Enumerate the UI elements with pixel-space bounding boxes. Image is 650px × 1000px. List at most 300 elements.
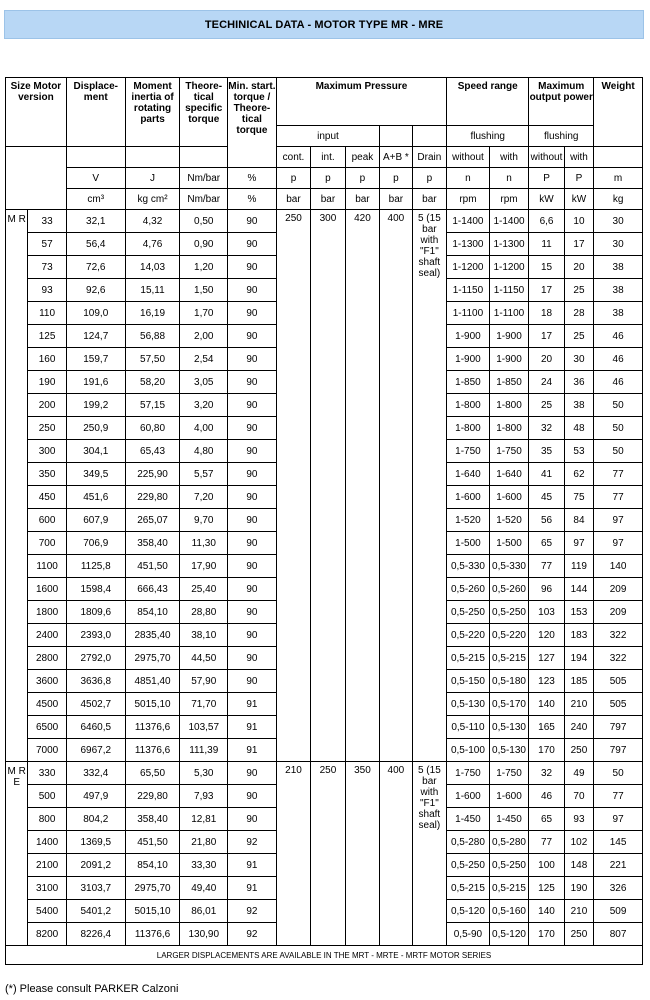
value-cell: 170	[529, 923, 564, 946]
value-cell: 1-1150	[489, 279, 529, 302]
value-cell: 0,5-150	[447, 670, 490, 693]
value-cell: 1-600	[447, 486, 490, 509]
value-cell: 1,50	[180, 279, 228, 302]
value-cell: 0,5-110	[447, 716, 490, 739]
value-cell: 1-900	[447, 325, 490, 348]
pressure-ab: 400	[380, 210, 412, 762]
size-cell: 8200	[28, 923, 67, 946]
size-cell: 330	[28, 762, 67, 785]
value-cell: 0,90	[180, 233, 228, 256]
value-cell: 170	[529, 739, 564, 762]
value-cell: 45	[529, 486, 564, 509]
value-cell: 90	[228, 555, 277, 578]
value-cell: 1-850	[489, 371, 529, 394]
value-cell: 53	[564, 440, 593, 463]
unit-cell: rpm	[489, 189, 529, 210]
value-cell: 1-800	[489, 394, 529, 417]
value-cell: 90	[228, 394, 277, 417]
size-cell: 73	[28, 256, 67, 279]
value-cell: 854,10	[125, 854, 180, 877]
unit-cell: %	[228, 189, 277, 210]
value-cell: 56,88	[125, 325, 180, 348]
value-cell: 91	[228, 716, 277, 739]
size-cell: 350	[28, 463, 67, 486]
header-moment: Moment inertia of rotating parts	[125, 78, 180, 147]
size-cell: 33	[28, 210, 67, 233]
value-cell: 97	[564, 532, 593, 555]
value-cell: 30	[594, 210, 643, 233]
size-cell: 2100	[28, 854, 67, 877]
value-cell: 38	[564, 394, 593, 417]
value-cell: 90	[228, 371, 277, 394]
page-title: TECHINICAL DATA - MOTOR TYPE MR - MRE	[4, 10, 644, 39]
value-cell: 1-800	[447, 417, 490, 440]
value-cell: 44,50	[180, 647, 228, 670]
value-cell: 90	[228, 233, 277, 256]
value-cell: 90	[228, 486, 277, 509]
value-cell: 123	[529, 670, 564, 693]
value-cell: 5015,10	[125, 693, 180, 716]
value-cell: 0,5-100	[447, 739, 490, 762]
header-torque: Theore-tical specific torque	[180, 78, 228, 147]
value-cell: 5,30	[180, 762, 228, 785]
value-cell: 159,7	[66, 348, 125, 371]
value-cell: 326	[594, 877, 643, 900]
value-cell: 92	[228, 900, 277, 923]
value-cell: 3,05	[180, 371, 228, 394]
symbol-cell: p	[345, 168, 379, 189]
header-min-start: Min. start. torque / Theore-tical torque	[228, 78, 277, 168]
size-cell: 800	[28, 808, 67, 831]
header-with: with	[489, 147, 529, 168]
size-cell: 500	[28, 785, 67, 808]
value-cell: 77	[529, 831, 564, 854]
value-cell: 0,5-260	[489, 578, 529, 601]
value-cell: 125	[529, 877, 564, 900]
value-cell: 38	[594, 279, 643, 302]
value-cell: 20	[529, 348, 564, 371]
value-cell: 97	[594, 532, 643, 555]
pressure-int: 300	[311, 210, 345, 762]
value-cell: 70	[564, 785, 593, 808]
size-cell: 57	[28, 233, 67, 256]
value-cell: 32	[529, 417, 564, 440]
value-cell: 46	[529, 785, 564, 808]
footer-note: LARGER DISPLACEMENTS ARE AVAILABLE IN THE MRT - MRTE - MRTF MOTOR SERIES	[6, 946, 643, 965]
value-cell: 2091,2	[66, 854, 125, 877]
value-cell: 6460,5	[66, 716, 125, 739]
size-cell: 4500	[28, 693, 67, 716]
value-cell: 20	[564, 256, 593, 279]
value-cell: 199,2	[66, 394, 125, 417]
value-cell: 4,32	[125, 210, 180, 233]
symbol-cell: P	[529, 168, 564, 189]
value-cell: 607,9	[66, 509, 125, 532]
value-cell: 666,43	[125, 578, 180, 601]
size-cell: 93	[28, 279, 67, 302]
value-cell: 509	[594, 900, 643, 923]
value-cell: 240	[564, 716, 593, 739]
value-cell: 90	[228, 279, 277, 302]
technical-data-table	[5, 77, 643, 965]
table-row	[6, 210, 643, 233]
value-cell: 229,80	[125, 785, 180, 808]
value-cell: 0,5-280	[489, 831, 529, 854]
value-cell: 140	[529, 693, 564, 716]
value-cell: 57,15	[125, 394, 180, 417]
value-cell: 1-500	[489, 532, 529, 555]
value-cell: 3103,7	[66, 877, 125, 900]
value-cell: 804,2	[66, 808, 125, 831]
pressure-peak: 420	[345, 210, 379, 762]
value-cell: 1,70	[180, 302, 228, 325]
value-cell: 1-1200	[489, 256, 529, 279]
size-cell: 110	[28, 302, 67, 325]
value-cell: 304,1	[66, 440, 125, 463]
unit-cell: bar	[276, 189, 310, 210]
value-cell: 191,6	[66, 371, 125, 394]
value-cell: 33,30	[180, 854, 228, 877]
header-with-power: with	[564, 147, 593, 168]
pressure-cont: 250	[276, 210, 310, 762]
header-displacement: Displace-ment	[66, 78, 125, 147]
value-cell: 50	[594, 762, 643, 785]
value-cell: 17	[564, 233, 593, 256]
value-cell: 28	[564, 302, 593, 325]
value-cell: 1-500	[447, 532, 490, 555]
value-cell: 30	[564, 348, 593, 371]
pressure-ab: 400	[380, 762, 412, 946]
value-cell: 65,50	[125, 762, 180, 785]
value-cell: 90	[228, 348, 277, 371]
value-cell: 18	[529, 302, 564, 325]
value-cell: 90	[228, 440, 277, 463]
value-cell: 322	[594, 647, 643, 670]
value-cell: 2,00	[180, 325, 228, 348]
value-cell: 210	[564, 693, 593, 716]
value-cell: 48	[564, 417, 593, 440]
header-max-power: Maximum output power	[529, 78, 594, 126]
value-cell: 3,20	[180, 394, 228, 417]
value-cell: 229,80	[125, 486, 180, 509]
value-cell: 144	[564, 578, 593, 601]
value-cell: 65	[529, 532, 564, 555]
value-cell: 50	[594, 394, 643, 417]
unit-cell: kW	[529, 189, 564, 210]
header-speed-range: Speed range	[447, 78, 529, 126]
value-cell: 706,9	[66, 532, 125, 555]
value-cell: 4502,7	[66, 693, 125, 716]
value-cell: 62	[564, 463, 593, 486]
value-cell: 46	[594, 325, 643, 348]
value-cell: 84	[564, 509, 593, 532]
value-cell: 90	[228, 302, 277, 325]
value-cell: 25	[564, 325, 593, 348]
value-cell: 24	[529, 371, 564, 394]
value-cell: 25,40	[180, 578, 228, 601]
value-cell: 90	[228, 785, 277, 808]
value-cell: 56	[529, 509, 564, 532]
value-cell: 140	[594, 555, 643, 578]
header-cont: cont.	[276, 147, 310, 168]
value-cell: 225,90	[125, 463, 180, 486]
value-cell: 5401,2	[66, 900, 125, 923]
value-cell: 451,50	[125, 831, 180, 854]
size-cell: 3100	[28, 877, 67, 900]
value-cell: 103,57	[180, 716, 228, 739]
symbol-cell: m	[594, 168, 643, 189]
value-cell: 102	[564, 831, 593, 854]
header-weight: Weight	[594, 78, 643, 147]
size-cell: 2800	[28, 647, 67, 670]
value-cell: 854,10	[125, 601, 180, 624]
value-cell: 250	[564, 923, 593, 946]
pressure-drain: 5 (15 bar with "F1" shaft seal)	[412, 762, 447, 946]
value-cell: 97	[594, 808, 643, 831]
value-cell: 2,54	[180, 348, 228, 371]
value-cell: 250	[564, 739, 593, 762]
value-cell: 807	[594, 923, 643, 946]
footnote: (*) Please consult PARKER Calzoni	[5, 983, 179, 995]
unit-cell: kg	[594, 189, 643, 210]
value-cell: 1-750	[489, 440, 529, 463]
value-cell: 1-450	[447, 808, 490, 831]
value-cell: 111,39	[180, 739, 228, 762]
value-cell: 1-800	[489, 417, 529, 440]
value-cell: 2393,0	[66, 624, 125, 647]
size-cell: 1400	[28, 831, 67, 854]
value-cell: 36	[564, 371, 593, 394]
symbol-cell: p	[276, 168, 310, 189]
value-cell: 90	[228, 325, 277, 348]
value-cell: 38	[594, 302, 643, 325]
value-cell: 77	[594, 486, 643, 509]
value-cell: 1125,8	[66, 555, 125, 578]
value-cell: 16,19	[125, 302, 180, 325]
value-cell: 119	[564, 555, 593, 578]
value-cell: 0,5-220	[447, 624, 490, 647]
value-cell: 0,5-130	[489, 739, 529, 762]
value-cell: 32	[529, 762, 564, 785]
value-cell: 90	[228, 808, 277, 831]
value-cell: 12,81	[180, 808, 228, 831]
value-cell: 0,5-120	[489, 923, 529, 946]
value-cell: 209	[594, 601, 643, 624]
header-flushing: flushing	[447, 126, 529, 147]
value-cell: 797	[594, 739, 643, 762]
value-cell: 0,5-250	[489, 854, 529, 877]
symbol-cell: V	[66, 168, 125, 189]
value-cell: 75	[564, 486, 593, 509]
value-cell: 17	[529, 325, 564, 348]
value-cell: 11376,6	[125, 739, 180, 762]
value-cell: 2792,0	[66, 647, 125, 670]
value-cell: 25	[564, 279, 593, 302]
value-cell: 1-1100	[489, 302, 529, 325]
value-cell: 11	[529, 233, 564, 256]
value-cell: 103	[529, 601, 564, 624]
value-cell: 91	[228, 877, 277, 900]
value-cell: 0,5-130	[489, 716, 529, 739]
value-cell: 358,40	[125, 532, 180, 555]
value-cell: 0,5-180	[489, 670, 529, 693]
value-cell: 265,07	[125, 509, 180, 532]
value-cell: 1-600	[489, 486, 529, 509]
unit-cell: bar	[311, 189, 345, 210]
unit-cell: bar	[412, 189, 447, 210]
value-cell: 451,50	[125, 555, 180, 578]
pressure-peak: 350	[345, 762, 379, 946]
unit-cell: kg cm²	[125, 189, 180, 210]
value-cell: 92	[228, 923, 277, 946]
value-cell: 0,5-215	[489, 877, 529, 900]
symbol-cell: n	[489, 168, 529, 189]
value-cell: 2975,70	[125, 877, 180, 900]
value-cell: 1-520	[447, 509, 490, 532]
symbol-cell: J	[125, 168, 180, 189]
mr-version-label: M R	[6, 210, 28, 762]
value-cell: 0,5-130	[447, 693, 490, 716]
value-cell: 209	[594, 578, 643, 601]
value-cell: 35	[529, 440, 564, 463]
symbol-cell: P	[564, 168, 593, 189]
value-cell: 100	[529, 854, 564, 877]
value-cell: 1-600	[489, 785, 529, 808]
value-cell: 32,1	[66, 210, 125, 233]
value-cell: 0,5-215	[447, 877, 490, 900]
value-cell: 0,5-250	[447, 601, 490, 624]
size-cell: 190	[28, 371, 67, 394]
size-cell: 2400	[28, 624, 67, 647]
value-cell: 50	[594, 417, 643, 440]
value-cell: 0,5-330	[447, 555, 490, 578]
size-cell: 160	[28, 348, 67, 371]
value-cell: 11,30	[180, 532, 228, 555]
value-cell: 91	[228, 854, 277, 877]
unit-cell: Nm/bar	[180, 189, 228, 210]
value-cell: 145	[594, 831, 643, 854]
value-cell: 1-1300	[489, 233, 529, 256]
value-cell: 90	[228, 417, 277, 440]
size-cell: 6500	[28, 716, 67, 739]
value-cell: 90	[228, 601, 277, 624]
value-cell: 1-850	[447, 371, 490, 394]
value-cell: 497,9	[66, 785, 125, 808]
value-cell: 0,50	[180, 210, 228, 233]
size-cell: 7000	[28, 739, 67, 762]
value-cell: 1809,6	[66, 601, 125, 624]
value-cell: 5,57	[180, 463, 228, 486]
value-cell: 0,5-330	[489, 555, 529, 578]
value-cell: 140	[529, 900, 564, 923]
value-cell: 1-1400	[447, 210, 490, 233]
header-size: Size Motor version	[6, 78, 67, 147]
value-cell: 0,5-220	[489, 624, 529, 647]
header-without: without	[447, 147, 490, 168]
pressure-drain: 5 (15 bar with "F1" shaft seal)	[412, 210, 447, 762]
value-cell: 46	[594, 371, 643, 394]
value-cell: 1-900	[489, 348, 529, 371]
value-cell: 1-450	[489, 808, 529, 831]
unit-cell: bar	[345, 189, 379, 210]
value-cell: 15,11	[125, 279, 180, 302]
value-cell: 90	[228, 256, 277, 279]
symbol-cell: p	[311, 168, 345, 189]
value-cell: 130,90	[180, 923, 228, 946]
value-cell: 4,80	[180, 440, 228, 463]
value-cell: 65,43	[125, 440, 180, 463]
size-cell: 1100	[28, 555, 67, 578]
value-cell: 60,80	[125, 417, 180, 440]
value-cell: 90	[228, 762, 277, 785]
value-cell: 332,4	[66, 762, 125, 785]
size-cell: 1600	[28, 578, 67, 601]
value-cell: 65	[529, 808, 564, 831]
value-cell: 1-520	[489, 509, 529, 532]
symbol-cell: Nm/bar	[180, 168, 228, 189]
value-cell: 90	[228, 647, 277, 670]
value-cell: 38,10	[180, 624, 228, 647]
value-cell: 1-800	[447, 394, 490, 417]
value-cell: 1-640	[489, 463, 529, 486]
value-cell: 1-750	[447, 762, 490, 785]
value-cell: 349,5	[66, 463, 125, 486]
value-cell: 1598,4	[66, 578, 125, 601]
value-cell: 1369,5	[66, 831, 125, 854]
size-cell: 250	[28, 417, 67, 440]
header-peak: peak	[345, 147, 379, 168]
value-cell: 58,20	[125, 371, 180, 394]
value-cell: 15	[529, 256, 564, 279]
value-cell: 505	[594, 670, 643, 693]
value-cell: 49,40	[180, 877, 228, 900]
value-cell: 50	[594, 440, 643, 463]
value-cell: 4851,40	[125, 670, 180, 693]
value-cell: 0,5-215	[447, 647, 490, 670]
value-cell: 14,03	[125, 256, 180, 279]
value-cell: 90	[228, 509, 277, 532]
pressure-int: 250	[311, 762, 345, 946]
value-cell: 91	[228, 693, 277, 716]
value-cell: 210	[564, 900, 593, 923]
value-cell: 6,6	[529, 210, 564, 233]
value-cell: 250,9	[66, 417, 125, 440]
symbol-cell: n	[447, 168, 490, 189]
table-row	[6, 762, 643, 785]
value-cell: 57,50	[125, 348, 180, 371]
size-cell: 5400	[28, 900, 67, 923]
value-cell: 1-1200	[447, 256, 490, 279]
size-cell: 450	[28, 486, 67, 509]
header-without-power: without	[529, 147, 564, 168]
value-cell: 358,40	[125, 808, 180, 831]
size-cell: 3600	[28, 670, 67, 693]
value-cell: 10	[564, 210, 593, 233]
value-cell: 38	[594, 256, 643, 279]
value-cell: 71,70	[180, 693, 228, 716]
value-cell: 97	[594, 509, 643, 532]
value-cell: 28,80	[180, 601, 228, 624]
value-cell: 120	[529, 624, 564, 647]
value-cell: 46	[594, 348, 643, 371]
value-cell: 25	[529, 394, 564, 417]
value-cell: 0,5-170	[489, 693, 529, 716]
value-cell: 183	[564, 624, 593, 647]
value-cell: 451,6	[66, 486, 125, 509]
header-flushing-power: flushing	[529, 126, 594, 147]
value-cell: 153	[564, 601, 593, 624]
value-cell: 9,70	[180, 509, 228, 532]
